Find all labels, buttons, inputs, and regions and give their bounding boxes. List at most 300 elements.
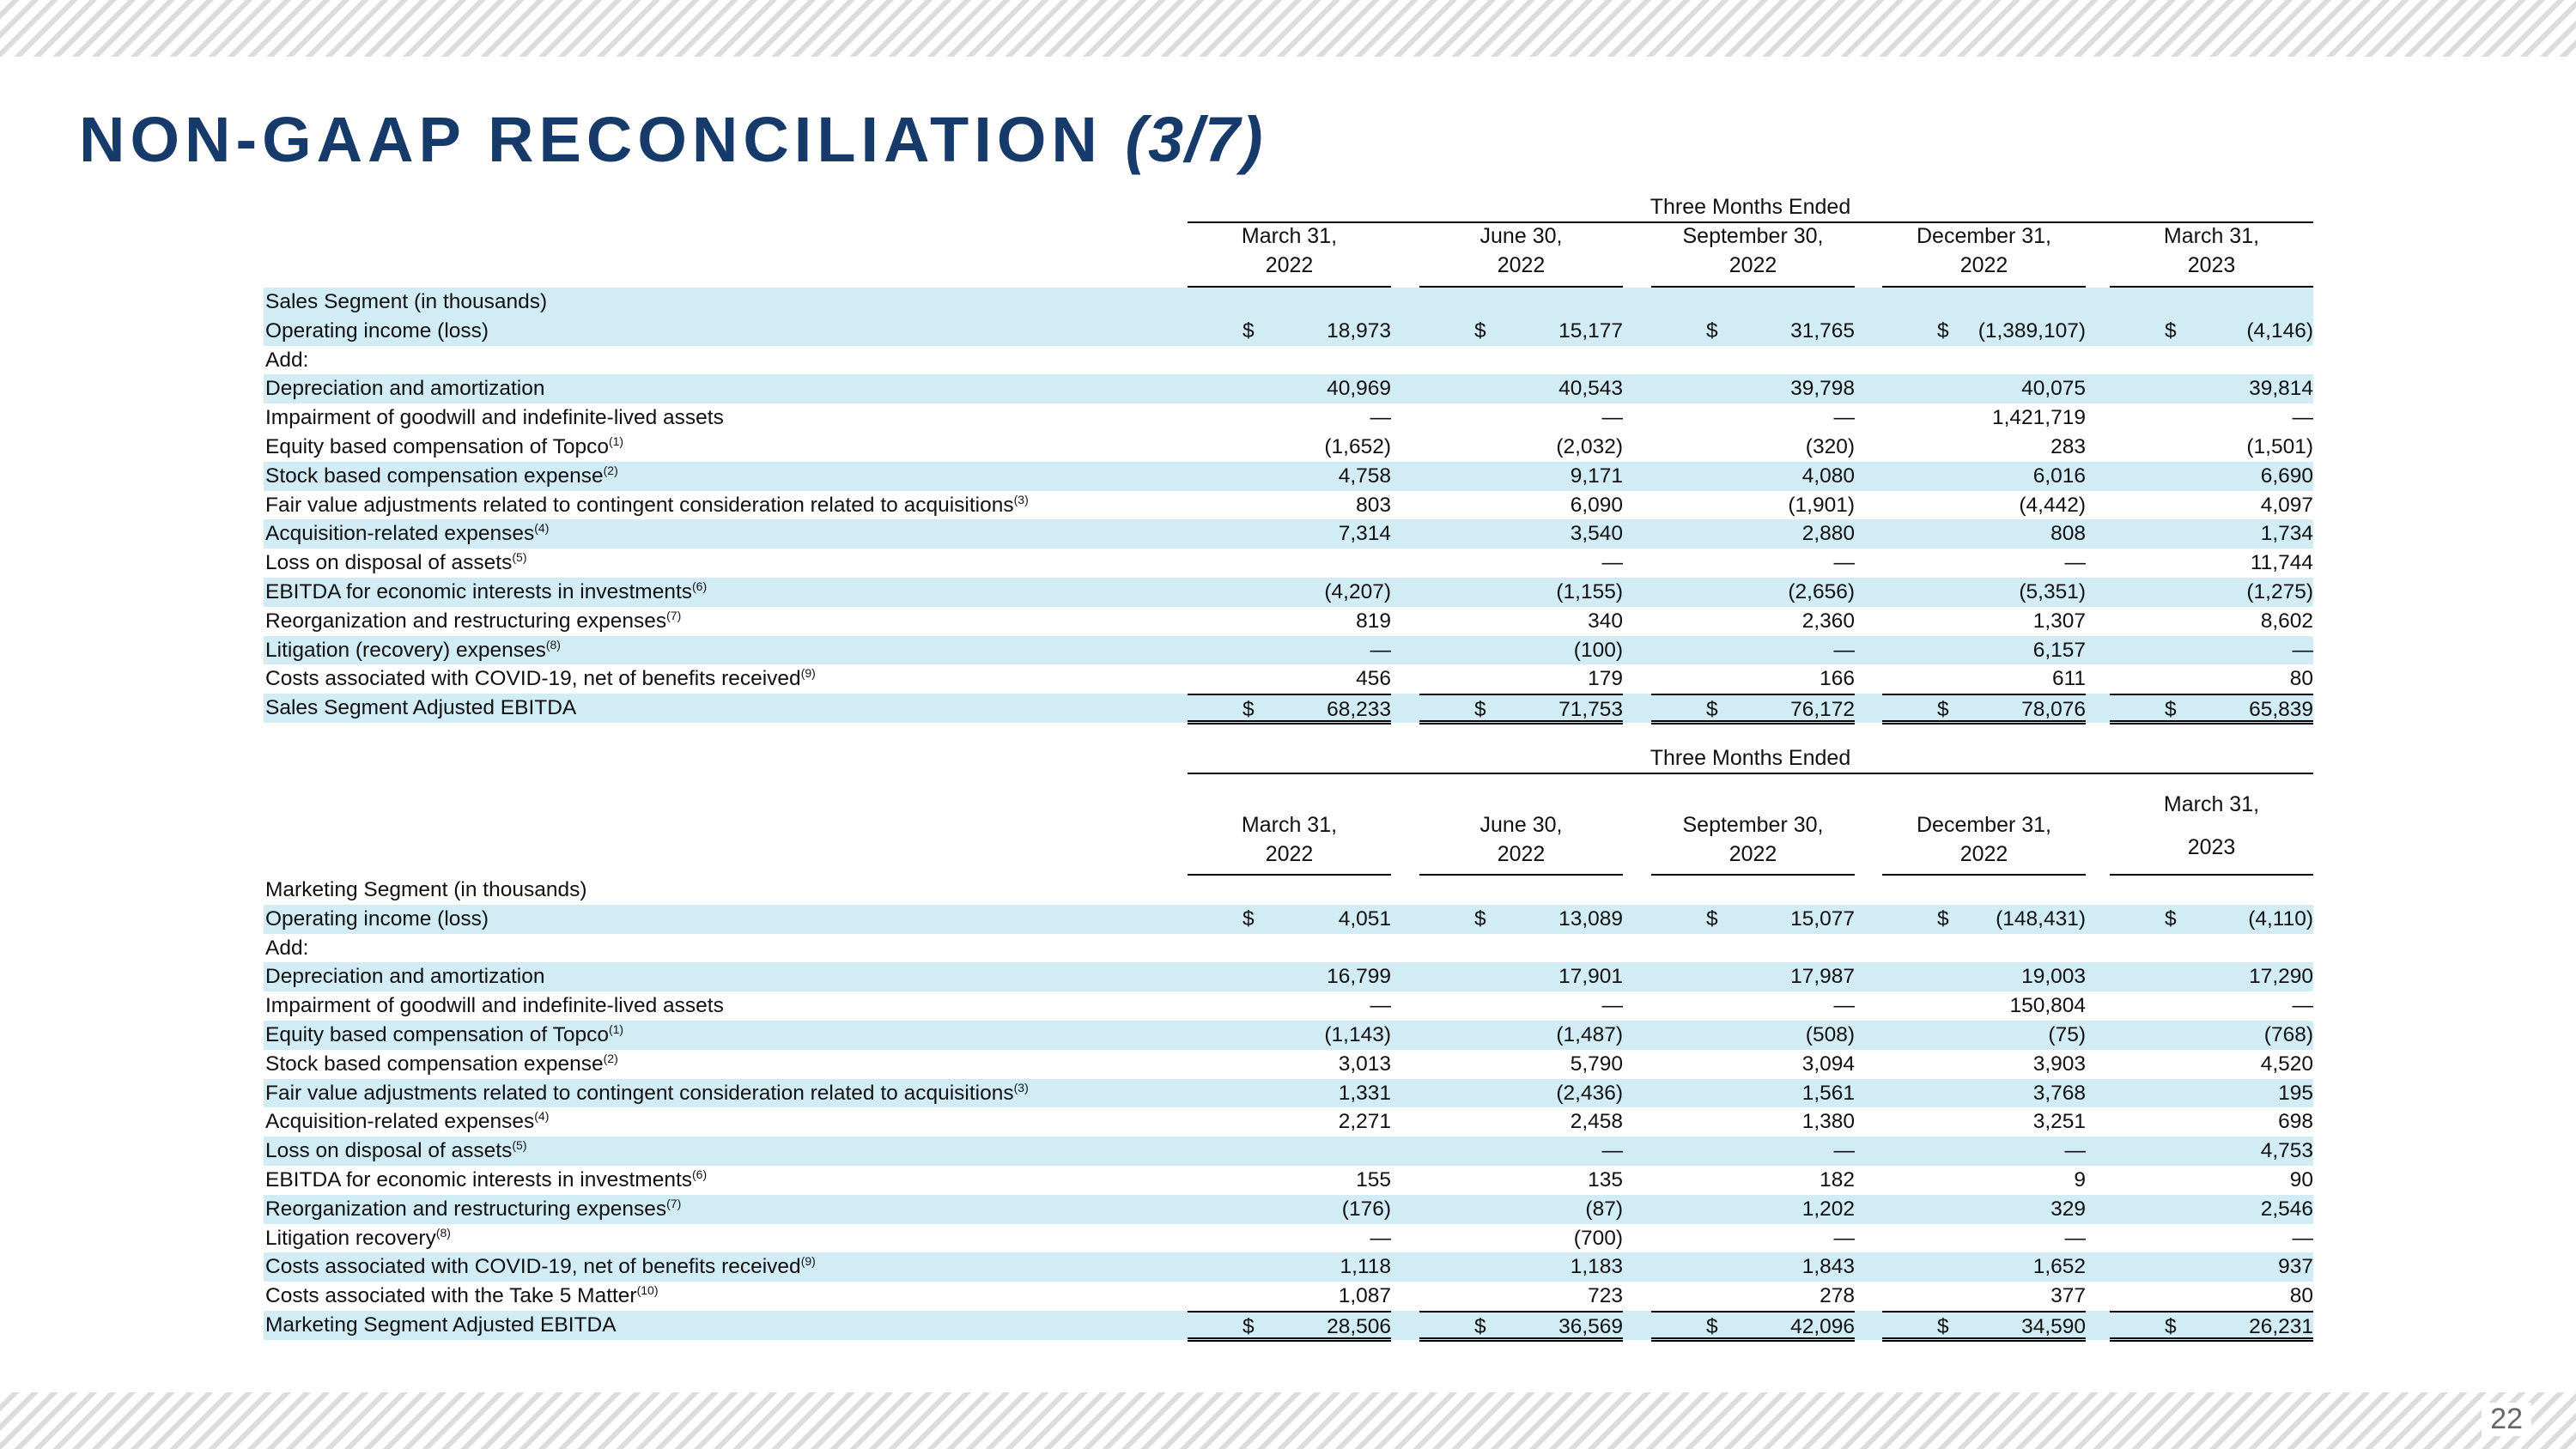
cell-value: (2,436) — [1556, 1081, 1623, 1105]
row-label — [265, 876, 587, 905]
value-cell — [1651, 549, 1855, 578]
value-cell — [1188, 433, 1391, 462]
value-cell — [1882, 1050, 2086, 1079]
value-cell — [1419, 934, 1623, 963]
table-total-row — [264, 1311, 2313, 1340]
table-row — [264, 1224, 2313, 1253]
footnote-marker: (3) — [1013, 492, 1029, 506]
row-label-text: Litigation recovery — [265, 1226, 436, 1250]
footnote-marker: (2) — [603, 1051, 618, 1065]
marketing-column-header — [1419, 790, 1623, 876]
value-cell — [2110, 346, 2313, 375]
currency-symbol: $ — [1937, 698, 1949, 722]
column-header-line2: 2022 — [1265, 842, 1314, 866]
column-header-line2: 2022 — [1497, 842, 1546, 866]
value-cell — [1651, 991, 1855, 1021]
cell-value: (4,110) — [2248, 906, 2313, 931]
table-row — [264, 491, 2313, 520]
sales-group-header: Three Months Ended — [1188, 192, 2313, 223]
cell-value: 4,051 — [1338, 906, 1391, 931]
cell-value: 1,118 — [1340, 1255, 1391, 1279]
cell-value: 723 — [1588, 1284, 1623, 1308]
cell-value: — — [1601, 1139, 1623, 1163]
cell-value: 17,901 — [1558, 965, 1623, 989]
row-label — [265, 934, 308, 963]
table-row — [264, 317, 2313, 346]
cell-value: 819 — [1356, 609, 1391, 633]
footnote-marker: (5) — [512, 550, 527, 565]
column-header-line2: 2022 — [1497, 253, 1546, 277]
currency-symbol: $ — [1706, 318, 1718, 343]
page-title-text: NON-GAAP RECONCILIATION — [79, 104, 1103, 175]
cell-value: 78,076 — [2021, 698, 2086, 722]
value-cell — [1188, 403, 1391, 433]
value-cell — [1188, 578, 1391, 607]
cell-value: (320) — [1805, 434, 1855, 458]
row-label-text: Costs associated with the Take 5 Matter — [265, 1284, 637, 1308]
cell-value: (87) — [1585, 1197, 1623, 1221]
cell-value: 166 — [1820, 667, 1855, 691]
currency-symbol: $ — [1937, 1314, 1949, 1338]
cell-value: — — [2064, 551, 2086, 575]
cell-value: 1,380 — [1801, 1110, 1855, 1134]
cell-value: — — [2064, 1226, 2086, 1250]
table-row — [264, 433, 2313, 462]
table-row — [264, 462, 2313, 491]
row-label-text: Reorganization and restructuring expenses — [265, 609, 667, 633]
table-row — [264, 876, 2313, 905]
value-cell — [1419, 1137, 1623, 1166]
table-row — [264, 991, 2313, 1021]
cell-value: 4,758 — [1338, 464, 1391, 488]
cell-value: 26,231 — [2249, 1314, 2313, 1338]
value-cell — [1419, 664, 1623, 694]
value-cell — [2110, 991, 2313, 1021]
table-row — [264, 1050, 2313, 1079]
value-cell — [2110, 519, 2313, 549]
table-row — [264, 934, 2313, 963]
value-cell — [2110, 1224, 2313, 1253]
cell-value: 150,804 — [2009, 994, 2086, 1018]
value-cell — [1188, 1079, 1391, 1108]
row-label — [265, 1282, 659, 1311]
cell-value: 340 — [1588, 609, 1623, 633]
footnote-marker: (5) — [512, 1138, 527, 1153]
cell-value: — — [1833, 1226, 1855, 1250]
table-total-row — [264, 694, 2313, 723]
value-cell — [2110, 607, 2313, 636]
cell-value: 36,569 — [1558, 1314, 1623, 1338]
value-cell — [2110, 1107, 2313, 1137]
cell-value: 17,290 — [2249, 965, 2313, 989]
value-cell — [1882, 962, 2086, 991]
row-label — [265, 636, 561, 665]
column-header-line1: March 31, — [1241, 813, 1338, 837]
cell-value: 698 — [2278, 1110, 2313, 1134]
value-cell — [1188, 549, 1391, 578]
table-row — [264, 1021, 2313, 1050]
column-header-line2: 2022 — [1728, 253, 1777, 277]
footnote-marker: (7) — [666, 608, 682, 622]
cell-value: 18,973 — [1327, 318, 1391, 343]
cell-value: 90 — [2289, 1167, 2313, 1191]
row-label — [265, 403, 724, 433]
cell-value: 4,097 — [2260, 493, 2313, 517]
value-cell — [1651, 962, 1855, 991]
sales-column-header — [1882, 221, 2086, 288]
value-cell — [1882, 1021, 2086, 1050]
sales-column-header — [1188, 221, 1391, 288]
row-label-text: Depreciation and amortization — [265, 377, 545, 401]
value-cell — [1651, 1079, 1855, 1108]
footnote-marker: (9) — [800, 1254, 816, 1269]
value-cell — [1882, 317, 2086, 346]
value-cell — [1651, 519, 1855, 549]
table-row — [264, 636, 2313, 665]
cell-value: (4,146) — [2246, 318, 2313, 343]
cell-value: (2,032) — [1556, 434, 1623, 458]
cell-value: 4,080 — [1801, 464, 1855, 488]
cell-value: — — [1833, 406, 1855, 430]
currency-symbol: $ — [2165, 1314, 2177, 1338]
cell-value: — — [1601, 406, 1623, 430]
marketing-table-body — [264, 876, 2313, 1340]
sales-column-header — [1419, 221, 1623, 288]
cell-value: 195 — [2278, 1081, 2313, 1105]
value-cell — [2110, 636, 2313, 665]
cell-value: (1,501) — [2246, 434, 2313, 458]
row-label — [265, 1137, 527, 1166]
table-row — [264, 664, 2313, 694]
cell-value: 6,157 — [2032, 638, 2086, 662]
value-cell — [1882, 346, 2086, 375]
value-cell — [1651, 1224, 1855, 1253]
row-label — [265, 1079, 1029, 1108]
value-cell — [2110, 934, 2313, 963]
value-cell — [1188, 346, 1391, 375]
value-cell — [1651, 934, 1855, 963]
cell-value: 34,590 — [2021, 1314, 2086, 1338]
cell-value: 1,331 — [1338, 1081, 1391, 1105]
marketing-segment-table — [264, 743, 2313, 1340]
cell-value: — — [2064, 1139, 2086, 1163]
cell-value: 4,520 — [2260, 1052, 2313, 1076]
cell-value: 40,969 — [1327, 377, 1391, 401]
row-label-text: Add: — [265, 936, 309, 960]
row-label — [265, 1107, 549, 1137]
value-cell — [2110, 664, 2313, 694]
cell-value: 182 — [1820, 1167, 1855, 1191]
value-cell — [1419, 905, 1623, 934]
row-label-text: EBITDA for economic interests in investments — [265, 1167, 692, 1191]
marketing-column-header — [2110, 790, 2313, 876]
table-row — [264, 578, 2313, 607]
value-cell — [1188, 374, 1391, 403]
row-label — [265, 1224, 451, 1253]
row-label-text: Add: — [265, 348, 309, 372]
row-label-text: Fair value adjustments related to contingent consideration related to acquisitions — [265, 493, 1014, 517]
row-label — [265, 905, 489, 934]
column-header-line1: March 31, — [2163, 792, 2260, 816]
column-header-line2: 2022 — [1265, 253, 1314, 277]
cell-value: 40,075 — [2021, 377, 2086, 401]
value-cell — [1188, 1021, 1391, 1050]
footnote-marker: (7) — [666, 1196, 682, 1210]
row-label-text: Stock based compensation expense — [265, 464, 604, 488]
column-header-line2: 2022 — [1959, 842, 2008, 866]
row-label-text: EBITDA for economic interests in investments — [265, 579, 692, 603]
cell-value: (1,155) — [1556, 579, 1623, 603]
value-cell — [1188, 1224, 1391, 1253]
footnote-marker: (9) — [800, 666, 816, 681]
cell-value: (1,652) — [1324, 434, 1391, 458]
cell-value: (4,442) — [2019, 493, 2086, 517]
value-cell — [1188, 876, 1391, 905]
cell-value: — — [1601, 551, 1623, 575]
cell-value: (700) — [1573, 1226, 1623, 1250]
currency-symbol: $ — [2165, 698, 2177, 722]
cell-value: — — [1370, 994, 1391, 1018]
cell-value: 9,171 — [1570, 464, 1623, 488]
value-cell — [2110, 1282, 2313, 1311]
currency-symbol: $ — [1706, 906, 1718, 931]
cell-value: 3,094 — [1801, 1052, 1855, 1076]
value-cell — [1419, 1107, 1623, 1137]
marketing-column-header — [1882, 790, 2086, 876]
currency-symbol: $ — [2165, 906, 2177, 931]
value-cell — [1882, 636, 2086, 665]
value-cell — [1188, 462, 1391, 491]
currency-symbol: $ — [1474, 1314, 1486, 1338]
value-cell — [1882, 1107, 2086, 1137]
sales-table-header — [264, 192, 2313, 288]
value-cell — [1188, 962, 1391, 991]
value-cell — [1651, 1252, 1855, 1282]
cell-value: — — [2292, 1226, 2313, 1250]
cell-value: (1,143) — [1324, 1022, 1391, 1046]
marketing-table-header — [264, 743, 2313, 876]
cell-value: 15,177 — [1558, 318, 1623, 343]
value-cell — [2110, 317, 2313, 346]
value-cell — [1882, 1166, 2086, 1195]
value-cell — [1419, 1195, 1623, 1224]
value-cell — [2110, 374, 2313, 403]
currency-symbol: $ — [1937, 906, 1949, 931]
marketing-group-header: Three Months Ended — [1188, 743, 2313, 774]
cell-value: 1,183 — [1570, 1255, 1623, 1279]
value-cell — [1188, 1311, 1391, 1342]
value-cell — [1882, 1079, 2086, 1108]
value-cell — [2110, 403, 2313, 433]
value-cell — [2110, 962, 2313, 991]
row-label-text: Costs associated with COVID-19, net of benefits received — [265, 1255, 801, 1279]
marketing-column-header — [1651, 790, 1855, 876]
cell-value: 155 — [1356, 1167, 1391, 1191]
cell-value: 5,790 — [1570, 1052, 1623, 1076]
value-cell — [1419, 433, 1623, 462]
column-header-line1: March 31, — [2163, 224, 2260, 248]
value-cell — [1651, 433, 1855, 462]
cell-value: 39,798 — [1790, 377, 1855, 401]
value-cell — [1882, 462, 2086, 491]
value-cell — [2110, 462, 2313, 491]
cell-value: 8,602 — [2260, 609, 2313, 633]
row-label-text: Equity based compensation of Topco — [265, 434, 609, 458]
value-cell — [2110, 549, 2313, 578]
value-cell — [1651, 694, 1855, 724]
currency-symbol: $ — [1706, 698, 1718, 722]
value-cell — [1188, 1195, 1391, 1224]
row-label — [265, 288, 547, 317]
value-cell — [1419, 694, 1623, 724]
row-label-text: Loss on disposal of assets — [265, 1139, 513, 1163]
column-header-line2: 2022 — [1959, 253, 2008, 277]
value-cell — [1188, 491, 1391, 520]
cell-value: (5,351) — [2019, 579, 2086, 603]
value-cell — [2110, 876, 2313, 905]
footnote-marker: (8) — [435, 1225, 451, 1240]
row-label-text: Loss on disposal of assets — [265, 551, 513, 575]
value-cell — [2110, 1195, 2313, 1224]
row-label — [265, 1166, 707, 1195]
row-label-text: Marketing Segment (in thousands) — [265, 878, 587, 901]
value-cell — [1651, 636, 1855, 665]
table-row — [264, 403, 2313, 433]
value-cell — [2110, 905, 2313, 934]
footnote-marker: (4) — [534, 521, 550, 536]
value-cell — [1651, 403, 1855, 433]
value-cell — [1882, 374, 2086, 403]
cell-value: — — [1833, 551, 1855, 575]
value-cell — [1188, 317, 1391, 346]
row-label-text: Operating income (loss) — [265, 906, 489, 931]
cell-value: 7,314 — [1338, 522, 1391, 546]
table-row — [264, 607, 2313, 636]
cell-value: (1,487) — [1556, 1022, 1623, 1046]
value-cell — [1188, 664, 1391, 694]
value-cell — [1188, 1137, 1391, 1166]
table-row — [264, 1137, 2313, 1166]
cell-value: (768) — [2263, 1022, 2313, 1046]
value-cell — [1882, 491, 2086, 520]
currency-symbol: $ — [2165, 318, 2177, 343]
cell-value: 65,839 — [2249, 698, 2313, 722]
table-row — [264, 1166, 2313, 1195]
footnote-marker: (8) — [545, 637, 561, 652]
value-cell — [1651, 876, 1855, 905]
currency-symbol: $ — [1242, 698, 1255, 722]
cell-value: 3,903 — [2032, 1052, 2086, 1076]
table-row — [264, 346, 2313, 375]
cell-value: 1,734 — [2260, 522, 2313, 546]
row-label — [265, 664, 816, 694]
cell-value: 937 — [2278, 1255, 2313, 1279]
value-cell — [1651, 1021, 1855, 1050]
bottom-stripe-decoration — [0, 1392, 2576, 1449]
value-cell — [2110, 433, 2313, 462]
row-label — [265, 1252, 816, 1282]
cell-value: (4,207) — [1324, 579, 1391, 603]
row-label-text: Sales Segment Adjusted EBITDA — [265, 696, 577, 720]
value-cell — [1882, 905, 2086, 934]
value-cell — [1651, 288, 1855, 317]
value-cell — [2110, 1311, 2313, 1342]
row-label-text: Impairment of goodwill and indefinite-lived assets — [265, 994, 724, 1018]
cell-value: 13,089 — [1558, 906, 1623, 931]
value-cell — [1651, 346, 1855, 375]
value-cell — [1419, 578, 1623, 607]
value-cell — [1651, 1107, 1855, 1137]
currency-symbol: $ — [1242, 318, 1255, 343]
table-row — [264, 1252, 2313, 1282]
footnote-marker: (3) — [1013, 1080, 1029, 1094]
value-cell — [1882, 694, 2086, 724]
cell-value: — — [1833, 1139, 1855, 1163]
footnote-marker: (4) — [534, 1109, 550, 1124]
value-cell — [1419, 462, 1623, 491]
table-row — [264, 905, 2313, 934]
cell-value: 456 — [1356, 667, 1391, 691]
value-cell — [1651, 462, 1855, 491]
sales-table-body — [264, 288, 2313, 723]
column-header-line1: December 31, — [1916, 813, 2052, 837]
cell-value: 6,090 — [1570, 493, 1623, 517]
cell-value: — — [1833, 638, 1855, 662]
value-cell — [1419, 317, 1623, 346]
value-cell — [1188, 1282, 1391, 1311]
cell-value: 2,880 — [1801, 522, 1855, 546]
cell-value: 1,652 — [2032, 1255, 2086, 1279]
row-label — [265, 346, 308, 375]
top-stripe-decoration — [0, 0, 2576, 57]
value-cell — [1651, 664, 1855, 694]
cell-value: 179 — [1588, 667, 1623, 691]
row-label — [265, 1311, 617, 1340]
value-cell — [2110, 1166, 2313, 1195]
table-row — [264, 288, 2313, 317]
value-cell — [1419, 636, 1623, 665]
value-cell — [1651, 1282, 1855, 1311]
value-cell — [1419, 1252, 1623, 1282]
cell-value: 2,360 — [1801, 609, 1855, 633]
footnote-marker: (1) — [608, 433, 624, 448]
value-cell — [1188, 1107, 1391, 1137]
value-cell — [2110, 578, 2313, 607]
value-cell — [1419, 549, 1623, 578]
value-cell — [1419, 403, 1623, 433]
cell-value: 1,307 — [2032, 609, 2086, 633]
row-label-text: Acquisition-related expenses — [265, 1110, 535, 1134]
value-cell — [1419, 288, 1623, 317]
footnote-marker: (6) — [692, 579, 708, 593]
cell-value: (75) — [2048, 1022, 2086, 1046]
cell-value: 39,814 — [2249, 377, 2313, 401]
cell-value: — — [1370, 406, 1391, 430]
column-header-line1: December 31, — [1916, 224, 2052, 248]
value-cell — [1188, 934, 1391, 963]
cell-value: 17,987 — [1790, 965, 1855, 989]
sales-column-header — [2110, 221, 2313, 288]
value-cell — [1882, 549, 2086, 578]
row-label-text: Impairment of goodwill and indefinite-lived assets — [265, 406, 724, 430]
cell-value: 329 — [2050, 1197, 2086, 1221]
cell-value: 377 — [2050, 1284, 2086, 1308]
cell-value: 4,753 — [2260, 1139, 2313, 1163]
table-row — [264, 1079, 2313, 1108]
cell-value: 15,077 — [1790, 906, 1855, 931]
footnote-marker: (1) — [608, 1022, 624, 1036]
cell-value: (148,431) — [1996, 906, 2086, 931]
